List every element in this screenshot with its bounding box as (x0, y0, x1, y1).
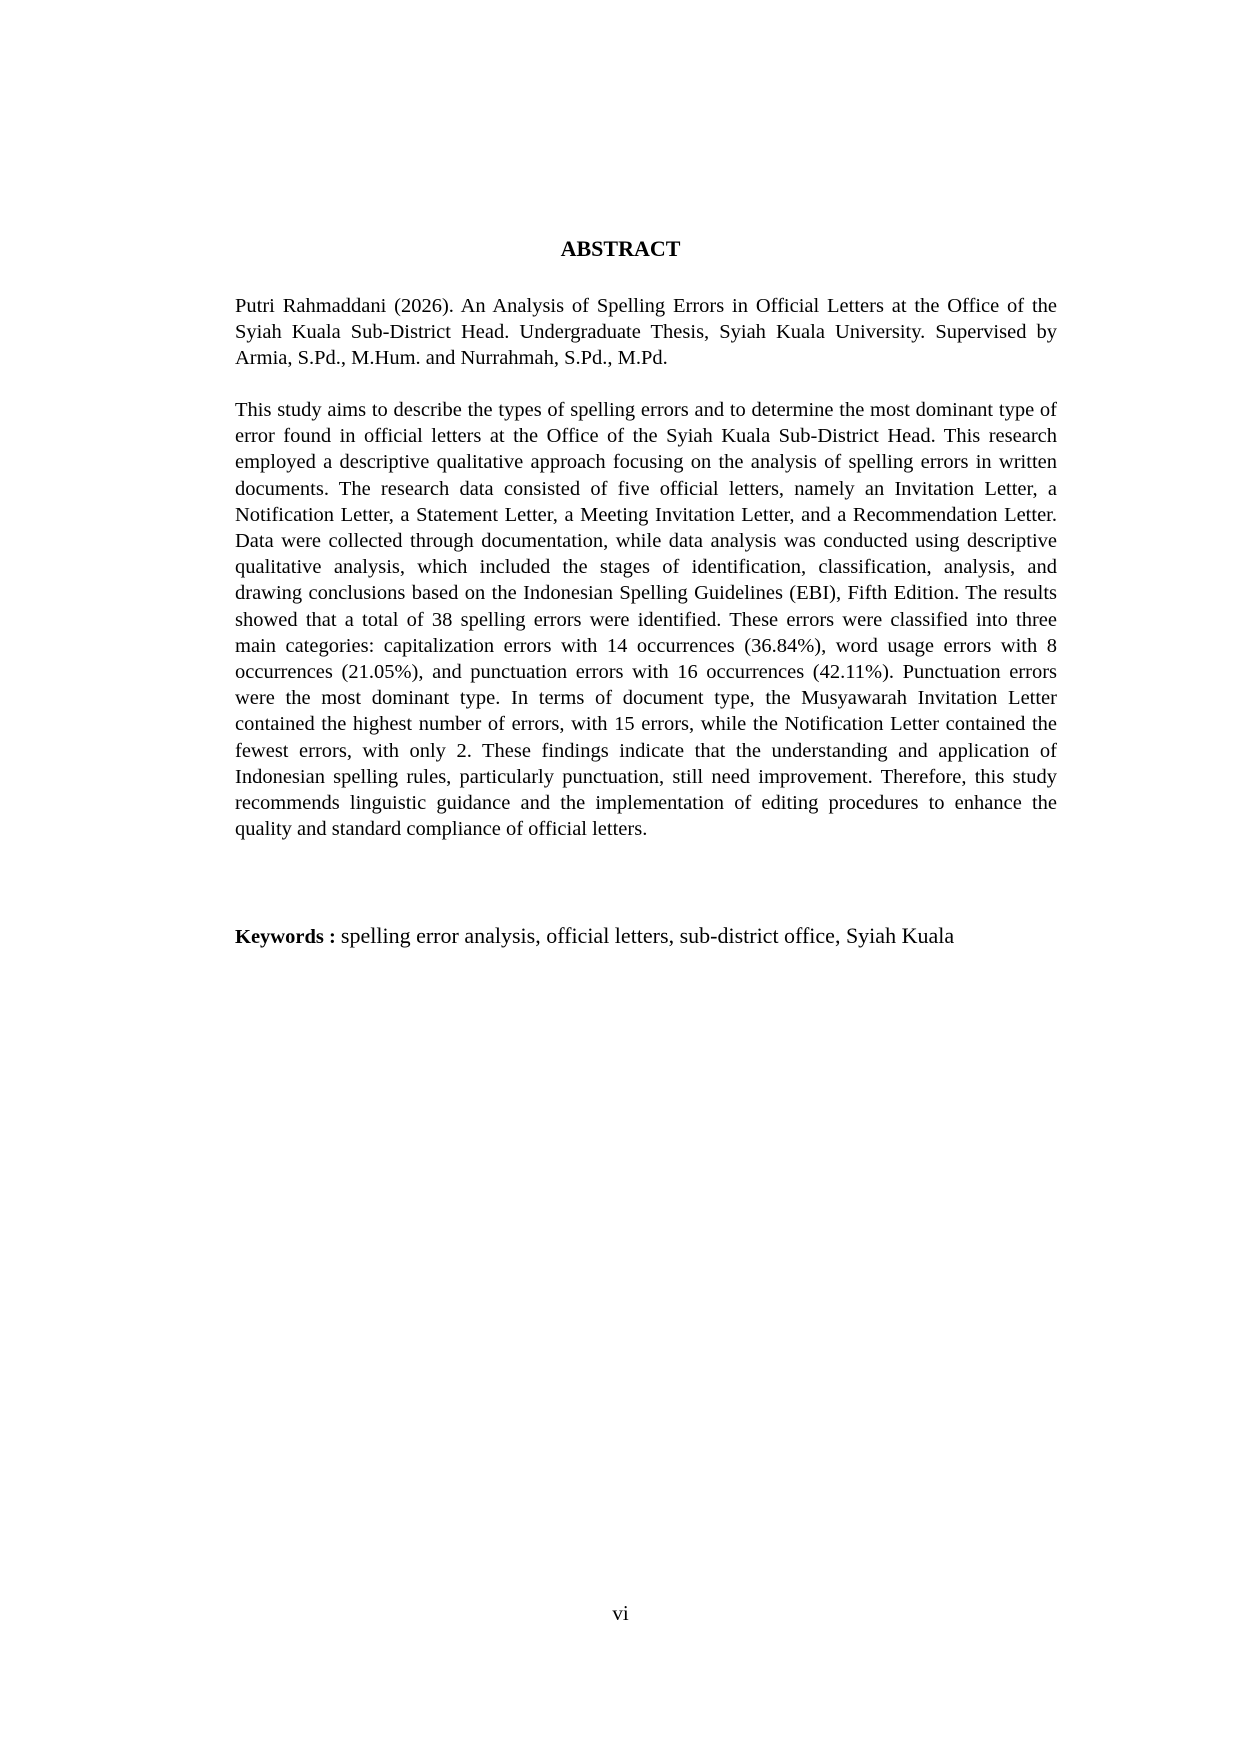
keywords-values: spelling error analysis, official letters, sub-district office, Syiah Kuala (340, 923, 955, 948)
abstract-body-paragraph: This study aims to describe the types of spelling errors and to determine the most dominant type of error found in official letters at the Office of the Syiah Kuala Sub-District Head. This research employed a descriptive qualitative approach focusing on the analysis of spelling errors in written documents. The research data consisted of five official letters, namely an Invitation Letter, a Notification Letter, a Statement Letter, a Meeting Invitation Letter, and a Recommendation Letter. Data were collected through documentation, while data analysis was conducted using descriptive qualitative analysis, which included the stages of identification, classification, analysis, and drawing conclusions based on the Indonesian Spelling Guidelines (EBI), Fifth Edition. The results showed that a total of 38 spelling errors were identified. These errors were classified into three main categories: capitalization errors with 14 occurrences (36.84%), word usage errors with 8 occurrences (21.05%), and punctuation errors with 16 occurrences (42.11%). Punctuation errors were the most dominant type. In terms of document type, the Musyawarah Invitation Letter contained the highest number of errors, with 15 errors, while the Notification Letter contained the fewest errors, with only 2. These findings indicate that the understanding and application of Indonesian spelling rules, particularly punctuation, still need improvement. Therefore, this study recommends linguistic guidance and the implementation of editing procedures to enhance the quality and standard compliance of official letters. (235, 399, 1057, 841)
keywords-line (235, 923, 1095, 950)
page-title: ABSTRACT (560, 236, 681, 261)
keywords-label: Keywords : (235, 926, 336, 948)
page-number: vi (612, 1601, 629, 1625)
citation-paragraph: Putri Rahmaddani (2026). An Analysis of Spelling Errors in Official Letters at the Office of the Syiah Kuala Sub-District Head. Undergraduate Thesis, Syiah Kuala University. Supervised by Armia, S.Pd., M.Hum. and Nurrahmah, S.Pd., M.Pd. (235, 295, 1057, 370)
